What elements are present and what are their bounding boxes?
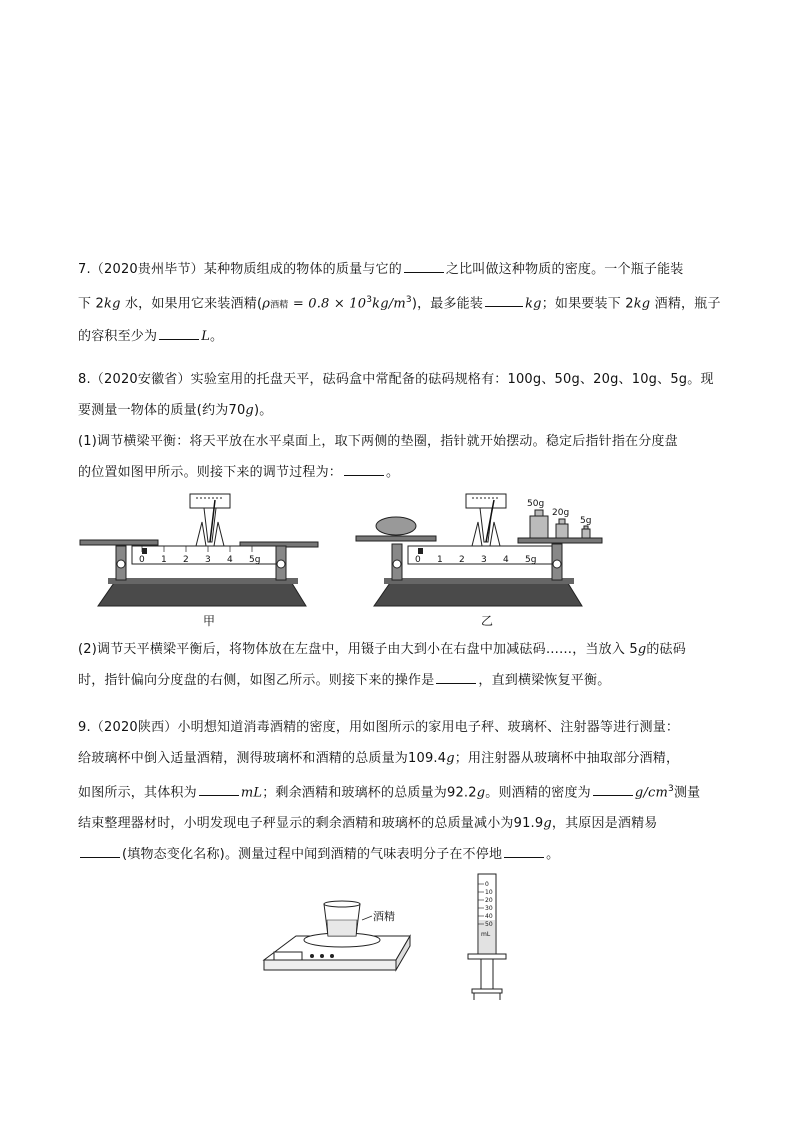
q7-text: 之比叫做这种物质的密度。一个瓶子能装: [445, 262, 684, 277]
q8-text: 8.（2020安徽省）实验室用的托盘天平，砝码盒中常配备的砝码规格有：100g、50g、20g、10g、5g。现: [78, 372, 714, 387]
scale-tick: 0: [415, 555, 421, 565]
scale-tick: 0: [139, 555, 145, 565]
unit-g: g: [245, 403, 254, 418]
unit-kg: kg: [633, 296, 651, 312]
rho-unit: kg/m: [372, 296, 406, 312]
q7-text: 酒精，瓶子: [650, 296, 721, 312]
scale-tick: 5g: [525, 555, 537, 565]
syringe-tick: 10: [485, 889, 493, 896]
syringe-unit: mL: [481, 931, 491, 938]
rho-value: = 0.8 × 10: [288, 296, 367, 312]
q8-text: (1)调节横梁平衡：将天平放在水平桌面上，取下两侧的垫圈，指针就开始摆动。稳定后指针指在分度盘: [78, 434, 678, 449]
q9-text: 结束整理器材时，小明发现电子秤显示的剩余酒精和玻璃杯的总质量减小为91.9: [78, 816, 544, 832]
unit-g: g: [476, 785, 486, 801]
exponent: 3: [405, 295, 412, 305]
balance-figure-b: [354, 488, 614, 610]
rho-symbol: ρ: [262, 296, 271, 312]
q9-text: 如图所示，其体积为: [78, 785, 197, 801]
answer-blank[interactable]: [80, 843, 120, 858]
q8-text: 的砝码: [646, 642, 686, 657]
exponent: 3: [668, 784, 674, 794]
unit-g: g: [446, 751, 455, 766]
answer-blank[interactable]: [344, 461, 384, 476]
q9-text: ；剩余酒精和玻璃杯的总质量为92.2: [262, 785, 477, 801]
syringe-figure: [464, 870, 514, 1002]
scale-tick: 4: [227, 555, 233, 565]
q8-text: )。: [253, 403, 273, 418]
answer-blank[interactable]: [593, 781, 633, 796]
q9-text: (填物态变化名称)。测量过程中闻到酒精的气味表明分子在不停地: [122, 847, 503, 863]
electronic-scale-figure: [262, 894, 412, 974]
unit-L: L: [201, 329, 211, 345]
q9-text: 。: [546, 847, 560, 863]
scale-tick: 5g: [249, 555, 261, 565]
rho-subscript: 酒精: [270, 300, 289, 311]
q9-text: ；用注射器从玻璃杯中抽取部分酒精，: [454, 751, 680, 766]
syringe-tick: 50: [485, 921, 493, 928]
weight-label: 50g: [527, 499, 545, 509]
q7-text: 7.（2020贵州毕节）某种物质组成的物体的质量与它的: [78, 262, 402, 277]
figure-caption-b: 乙: [481, 614, 494, 628]
q7-text: 。: [210, 329, 224, 345]
scale-tick: 1: [437, 555, 443, 565]
question-8: [78, 364, 728, 488]
scale-tick: 2: [183, 555, 189, 565]
unit-g: g: [637, 642, 647, 657]
scale-tick: 4: [503, 555, 509, 565]
q9-text: ，其原因是酒精易: [551, 816, 658, 832]
q9-text: 9.（2020陕西）小明想知道消毒酒精的密度，用如图所示的家用电子秤、玻璃杯、注射器等进行测量：: [78, 720, 680, 735]
answer-blank[interactable]: [504, 843, 544, 858]
exponent: 3: [366, 295, 373, 305]
q8-text: 要测量一物体的质量(约为70: [78, 403, 246, 418]
answer-blank[interactable]: [436, 669, 476, 684]
question-9: [78, 712, 728, 870]
scale-tick: 1: [161, 555, 167, 565]
scale-tick: 3: [481, 555, 487, 565]
scale-tick: 3: [205, 555, 211, 565]
q8-text: 时，指针偏向分度盘的右侧，如图乙所示。则接下来的操作是: [78, 673, 435, 688]
unit-mL: mL: [240, 785, 263, 801]
q8-text: ，直到横梁恢复平衡。: [478, 673, 611, 688]
q7-text: ；如果要装下 2: [541, 296, 634, 312]
q9-text: 给玻璃杯中倒入适量酒精，测得玻璃杯和酒精的总质量为109.4: [78, 751, 447, 766]
weight-label: 5g: [580, 516, 592, 526]
q7-text: )，最多能装: [411, 296, 484, 312]
figure-caption-a: 甲: [203, 614, 216, 628]
scale-tick: 2: [459, 555, 465, 565]
answer-blank[interactable]: [199, 781, 239, 796]
q7-text: 水，如果用它来装酒精(: [120, 296, 263, 312]
q7-text: 的容积至少为: [78, 329, 158, 345]
q8-text: (2)调节天平横梁平衡后，将物体放在左盘中，用镊子由大到小在右盘中加减砝码……，当放入 5: [78, 642, 638, 657]
unit-kg: kg: [525, 296, 542, 312]
q9-text: 测量: [673, 785, 701, 801]
answer-blank[interactable]: [485, 292, 523, 307]
q8-text: 。: [386, 465, 400, 480]
unit-g: g: [543, 816, 552, 832]
answer-blank[interactable]: [159, 325, 199, 340]
alcohol-label: 酒精: [373, 910, 395, 923]
q8-text: 的位置如图甲所示。则接下来的调节过程为：: [78, 465, 343, 480]
weight-label: 20g: [552, 508, 570, 518]
unit-kg: kg: [104, 296, 121, 312]
syringe-tick: 0: [485, 881, 489, 888]
balance-figure-a: [78, 488, 328, 610]
q9-text: 。则酒精的密度为: [485, 785, 591, 801]
unit-g-per-cm3: g/cm: [634, 785, 668, 801]
q7-text: 下 2: [78, 296, 105, 312]
question-7: [78, 254, 728, 352]
syringe-tick: 30: [485, 905, 493, 912]
syringe-tick: 20: [485, 897, 493, 904]
question-8-part2: [78, 634, 728, 696]
syringe-tick: 40: [485, 913, 493, 920]
answer-blank[interactable]: [404, 258, 444, 273]
